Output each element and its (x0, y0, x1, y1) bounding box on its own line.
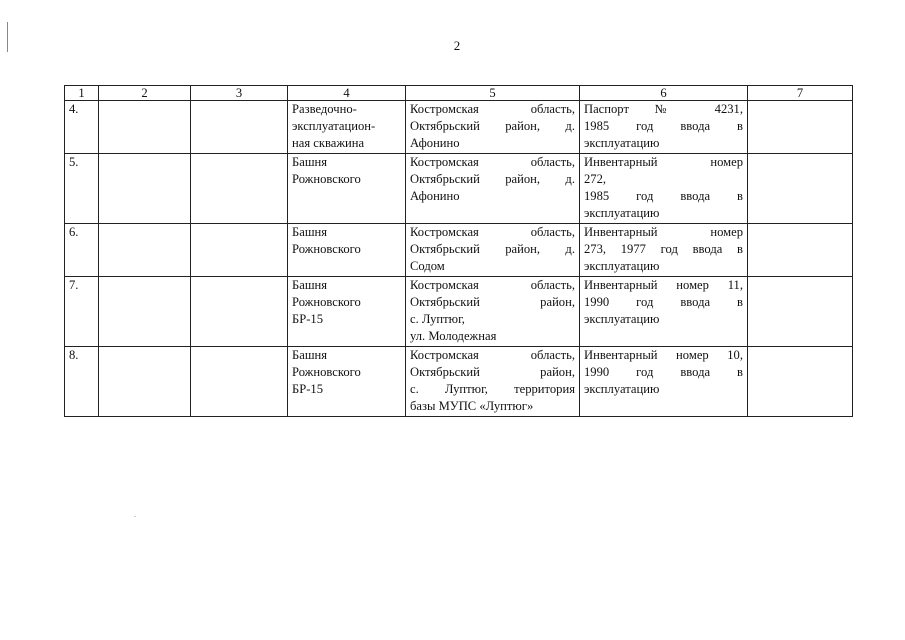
empty-cell-col2 (99, 101, 191, 154)
object-address-line: Содом (410, 259, 445, 273)
object-address (406, 224, 580, 277)
header-cell-3: 3 (191, 86, 288, 101)
object-details-line: 1990 год ввода в (584, 365, 743, 379)
object-details-line: эксплуатацию (584, 382, 660, 396)
object-name (288, 101, 406, 154)
registry-table (64, 85, 853, 417)
object-address (406, 101, 580, 154)
header-cell-4: 4 (288, 86, 406, 101)
object-address-line: ул. Молодежная (410, 329, 497, 343)
object-name-line: ная скважина (292, 136, 365, 150)
object-name (288, 277, 406, 347)
table-row (65, 154, 853, 224)
object-address-line: Костромская область, (410, 225, 575, 239)
object-details-line: эксплуатацию (584, 312, 660, 326)
empty-cell-col3 (191, 154, 288, 224)
table-row (65, 277, 853, 347)
object-details-line: Инвентарный номер (584, 225, 743, 239)
empty-cell-col2 (99, 224, 191, 277)
object-address-line: Октябрьский район, (410, 365, 575, 379)
object-details-line: эксплуатацию (584, 259, 660, 273)
object-address (406, 347, 580, 417)
object-name-line: Рожновского (292, 242, 361, 256)
row-number: 5. (65, 154, 99, 224)
object-address-line: Костромская область, (410, 348, 575, 362)
object-address-line: Афонино (410, 136, 460, 150)
empty-cell-col3 (191, 101, 288, 154)
header-cell-1: 1 (65, 86, 99, 101)
row-number: 7. (65, 277, 99, 347)
header-cell-7: 7 (748, 86, 853, 101)
object-name-line: Рожновского (292, 365, 361, 379)
empty-cell-col7 (748, 154, 853, 224)
object-details-line: эксплуатацию (584, 136, 660, 150)
object-name (288, 224, 406, 277)
object-address (406, 277, 580, 347)
header-row (65, 86, 853, 101)
empty-cell-col2 (99, 277, 191, 347)
object-details (580, 154, 748, 224)
object-name-line: Башня (292, 225, 328, 239)
table-row (65, 347, 853, 417)
header-cell-5: 5 (406, 86, 580, 101)
page-number: 2 (453, 38, 461, 53)
empty-cell-col2 (99, 347, 191, 417)
object-details-line: Паспорт № 4231, (584, 102, 743, 116)
object-name-line: Башня (292, 348, 328, 362)
object-details (580, 277, 748, 347)
object-details (580, 101, 748, 154)
empty-cell-col7 (748, 277, 853, 347)
object-name-line: Башня (292, 278, 328, 292)
object-name-line: Разведочно- (292, 102, 357, 116)
empty-cell-col2 (99, 154, 191, 224)
object-name-line: эксплуатацион- (292, 119, 376, 133)
object-name-line: Башня (292, 155, 328, 169)
object-details-line: эксплуатацию (584, 206, 660, 220)
object-address-line: с. Луптюг, (410, 312, 465, 326)
table-row (65, 101, 853, 154)
object-name-line: Рожновского (292, 172, 361, 186)
object-details-line: 1990 год ввода в (584, 295, 743, 309)
object-details-line: 273, 1977 год ввода в (584, 242, 743, 256)
scan-edge-mark (7, 22, 8, 52)
object-details-line: 1985 год ввода в (584, 119, 743, 133)
table-row (65, 224, 853, 277)
empty-cell-col3 (191, 224, 288, 277)
empty-cell-col7 (748, 101, 853, 154)
empty-cell-col3 (191, 347, 288, 417)
object-address-line: Октябрьский район, д. (410, 119, 575, 133)
empty-cell-col7 (748, 347, 853, 417)
row-number: 6. (65, 224, 99, 277)
object-address-line: Афонино (410, 189, 460, 203)
object-details-line: 272, (584, 172, 607, 186)
row-number: 4. (65, 101, 99, 154)
object-address-line: Октябрьский район, (410, 295, 575, 309)
object-address-line: Октябрьский район, д. (410, 172, 575, 186)
object-details-line: Инвентарный номер 11, (584, 278, 743, 292)
object-address (406, 154, 580, 224)
object-details-line: 1985 год ввода в (584, 189, 743, 203)
empty-cell-col7 (748, 224, 853, 277)
object-address-line: Костромская область, (410, 102, 575, 116)
object-address-line: базы МУПС «Луптюг» (410, 399, 534, 413)
object-details-line: Инвентарный номер 10, (584, 348, 743, 362)
object-name-line: БР-15 (292, 312, 324, 326)
object-name-line: Рожновского (292, 295, 361, 309)
object-name (288, 154, 406, 224)
header-cell-2: 2 (99, 86, 191, 101)
object-name-line: БР-15 (292, 382, 324, 396)
scan-speck (134, 516, 136, 517)
row-number: 8. (65, 347, 99, 417)
object-address-line: Октябрьский район, д. (410, 242, 575, 256)
object-name (288, 347, 406, 417)
object-address-line: Костромская область, (410, 278, 575, 292)
object-details-line: Инвентарный номер (584, 155, 743, 169)
empty-cell-col3 (191, 277, 288, 347)
object-details (580, 347, 748, 417)
header-cell-6: 6 (580, 86, 748, 101)
object-address-line: Костромская область, (410, 155, 575, 169)
object-address-line: с. Луптюг, территория (410, 382, 575, 396)
object-details (580, 224, 748, 277)
